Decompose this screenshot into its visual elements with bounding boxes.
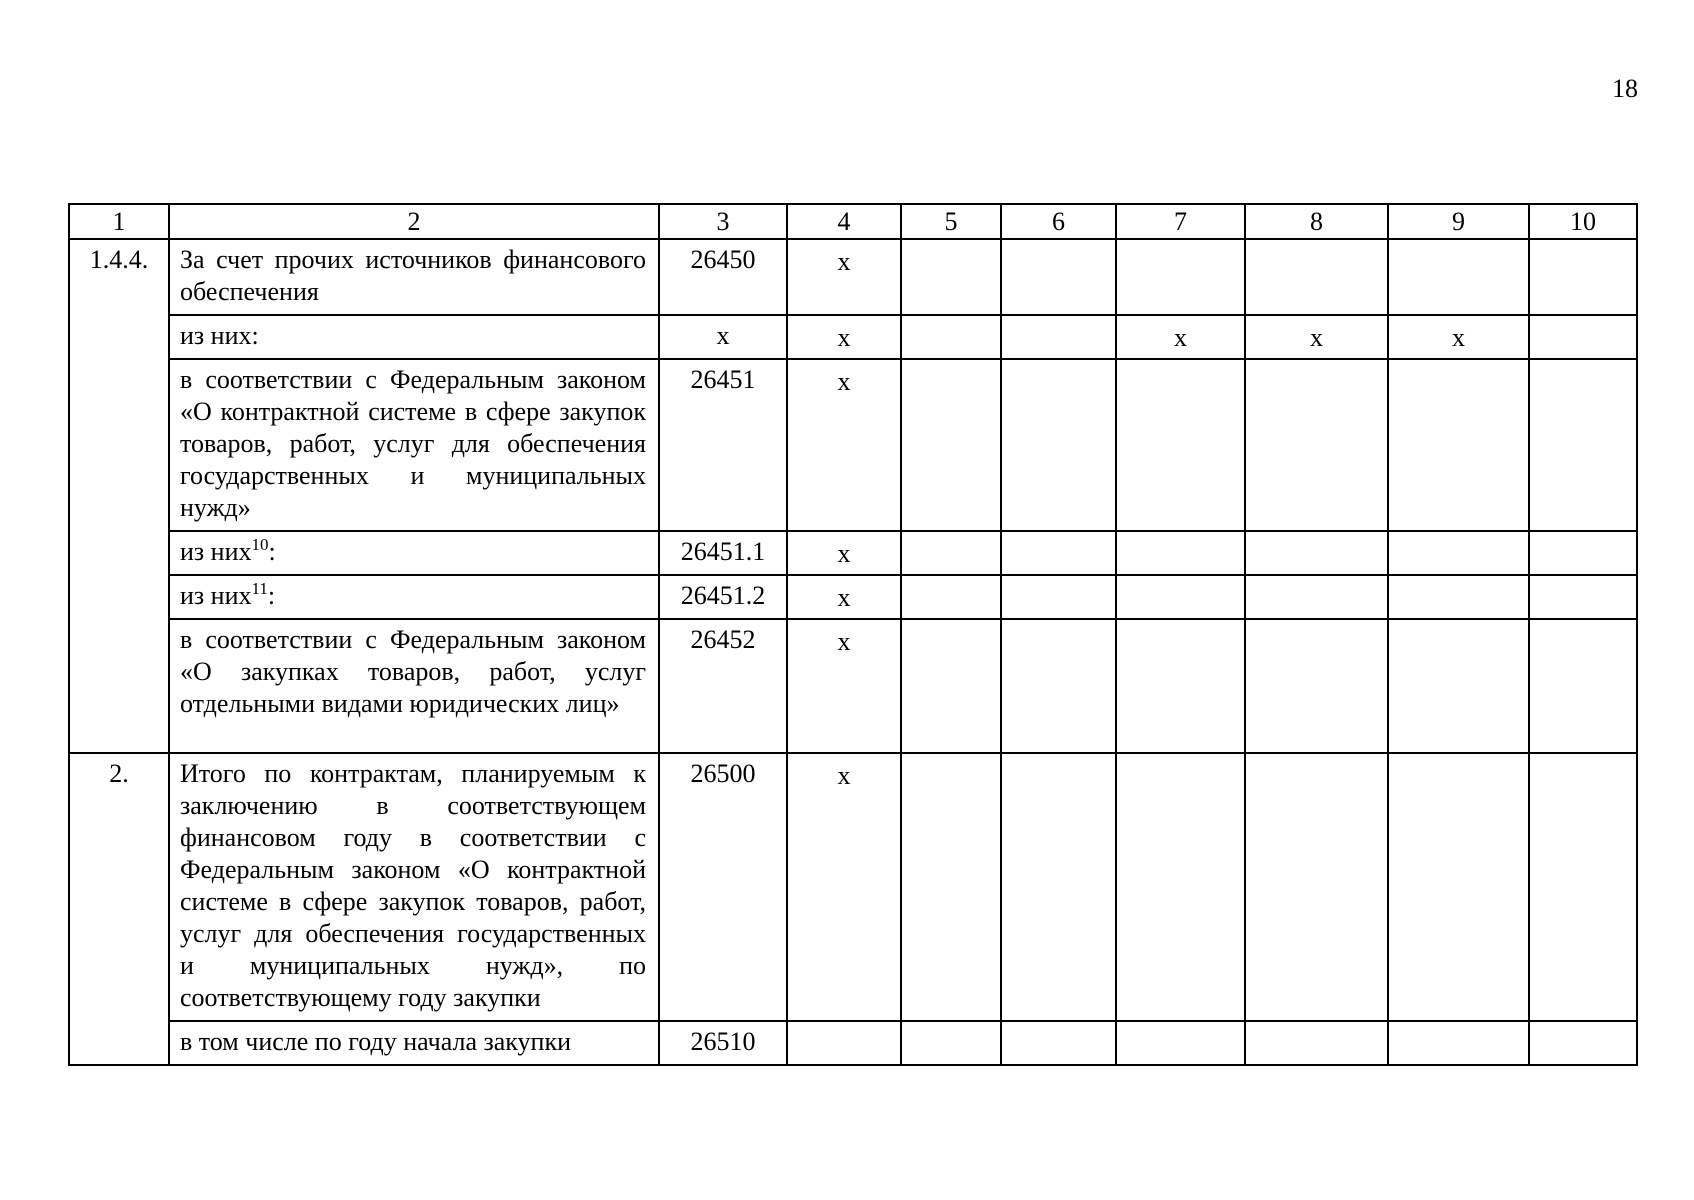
value-cell-col-10 (1529, 315, 1637, 359)
value-cell-col-7: x (1116, 315, 1245, 359)
value-cell-col-10 (1529, 619, 1637, 753)
description-cell: из них: (169, 315, 659, 359)
row-code-cell: 26500 (659, 753, 787, 1021)
row-number-cell: 2. (69, 753, 169, 1065)
value-cell-col-7 (1116, 531, 1245, 575)
column-header-10: 10 (1529, 204, 1637, 239)
table-row (69, 619, 1637, 753)
value-cell-col-8 (1245, 239, 1388, 315)
value-cell-col-8 (1245, 619, 1388, 753)
value-cell-col-9 (1388, 239, 1529, 315)
column-header-2: 2 (169, 204, 659, 239)
table-row (69, 753, 1637, 1021)
description-cell (169, 575, 659, 619)
value-cell-col-6 (1001, 239, 1116, 315)
page-number: 18 (1612, 74, 1638, 103)
value-cell-col-8 (1245, 531, 1388, 575)
value-cell-col-4: x (787, 575, 901, 619)
value-cell-col-6 (1001, 575, 1116, 619)
column-header-8: 8 (1245, 204, 1388, 239)
value-cell-col-6 (1001, 1021, 1116, 1065)
description-suffix: : (267, 581, 276, 610)
value-cell-col-5 (901, 619, 1001, 753)
value-cell-col-4: x (787, 315, 901, 359)
description-cell (169, 531, 659, 575)
row-code-cell: 26450 (659, 239, 787, 315)
value-cell-col-8: x (1245, 315, 1388, 359)
column-header-7: 7 (1116, 204, 1245, 239)
row-code-cell: 26510 (659, 1021, 787, 1065)
value-cell-col-4: x (787, 239, 901, 315)
value-cell-col-4: x (787, 531, 901, 575)
value-cell-col-9 (1388, 359, 1529, 531)
value-cell-col-5 (901, 315, 1001, 359)
column-header-5: 5 (901, 204, 1001, 239)
row-code-cell: x (659, 315, 787, 359)
value-cell-col-9 (1388, 619, 1529, 753)
value-cell-col-8 (1245, 1021, 1388, 1065)
value-cell-col-4: x (787, 753, 901, 1021)
column-header-3: 3 (659, 204, 787, 239)
value-cell-col-9 (1388, 1021, 1529, 1065)
description-cell: в соответствии с Федеральным законом «О контрактной системе в сфере закупок товаров, работ, услуг для обеспечения государственных и муниципальных нужд» (169, 359, 659, 531)
report-table-container (68, 203, 1636, 1066)
value-cell-col-5 (901, 359, 1001, 531)
row-number-cell: 1.4.4. (69, 239, 169, 753)
description-cell: За счет прочих источников финансового обеспечения (169, 239, 659, 315)
value-cell-col-8 (1245, 753, 1388, 1021)
value-cell-col-6 (1001, 359, 1116, 531)
table-row (69, 239, 1637, 315)
table-row (69, 359, 1637, 531)
value-cell-col-5 (901, 575, 1001, 619)
column-header-1: 1 (69, 204, 169, 239)
value-cell-col-6 (1001, 619, 1116, 753)
value-cell-col-10 (1529, 239, 1637, 315)
row-code-cell: 26451.2 (659, 575, 787, 619)
value-cell-col-5 (901, 531, 1001, 575)
row-code-cell: 26451.1 (659, 531, 787, 575)
column-number-row (69, 204, 1637, 239)
value-cell-col-7 (1116, 575, 1245, 619)
column-header-6: 6 (1001, 204, 1116, 239)
table-row (69, 531, 1637, 575)
value-cell-col-7 (1116, 753, 1245, 1021)
value-cell-col-8 (1245, 359, 1388, 531)
value-cell-col-10 (1529, 531, 1637, 575)
value-cell-col-9 (1388, 753, 1529, 1021)
row-code-cell: 26452 (659, 619, 787, 753)
description-cell: Итого по контрактам, планируемым к заключению в соответствующем финансовом году в соответствии с Федеральным законом «О контрактной системе в сфере закупок товаров, работ, услуг для обеспечения государственных и муниципальных нужд», по соответствующему году закупки (169, 753, 659, 1021)
value-cell-col-7 (1116, 619, 1245, 753)
footnote-mark: 11 (251, 579, 268, 598)
value-cell-col-10 (1529, 359, 1637, 531)
value-cell-col-9: x (1388, 315, 1529, 359)
value-cell-col-5 (901, 753, 1001, 1021)
description-text: из них (180, 581, 252, 610)
column-header-9: 9 (1388, 204, 1529, 239)
description-suffix: : (268, 537, 276, 566)
table-row (69, 1021, 1637, 1065)
value-cell-col-4 (787, 1021, 901, 1065)
value-cell-col-9 (1388, 531, 1529, 575)
value-cell-col-6 (1001, 531, 1116, 575)
value-cell-col-7 (1116, 1021, 1245, 1065)
report-table (68, 203, 1638, 1066)
description-cell: в соответствии с Федеральным законом «О закупках товаров, работ, услуг отдельными видами юридических лиц» (169, 619, 659, 753)
value-cell-col-4: x (787, 359, 901, 531)
value-cell-col-10 (1529, 1021, 1637, 1065)
value-cell-col-6 (1001, 315, 1116, 359)
value-cell-col-9 (1388, 575, 1529, 619)
value-cell-col-7 (1116, 359, 1245, 531)
value-cell-col-5 (901, 1021, 1001, 1065)
value-cell-col-10 (1529, 753, 1637, 1021)
value-cell-col-8 (1245, 575, 1388, 619)
footnote-mark: 10 (251, 535, 269, 554)
value-cell-col-10 (1529, 575, 1637, 619)
table-body (69, 204, 1637, 1065)
value-cell-col-7 (1116, 239, 1245, 315)
value-cell-col-5 (901, 239, 1001, 315)
description-cell: в том числе по году начала закупки (169, 1021, 659, 1065)
column-header-4: 4 (787, 204, 901, 239)
table-row (69, 575, 1637, 619)
value-cell-col-6 (1001, 753, 1116, 1021)
row-code-cell: 26451 (659, 359, 787, 531)
table-row (69, 315, 1637, 359)
description-text: из них (180, 537, 252, 566)
value-cell-col-4: x (787, 619, 901, 753)
